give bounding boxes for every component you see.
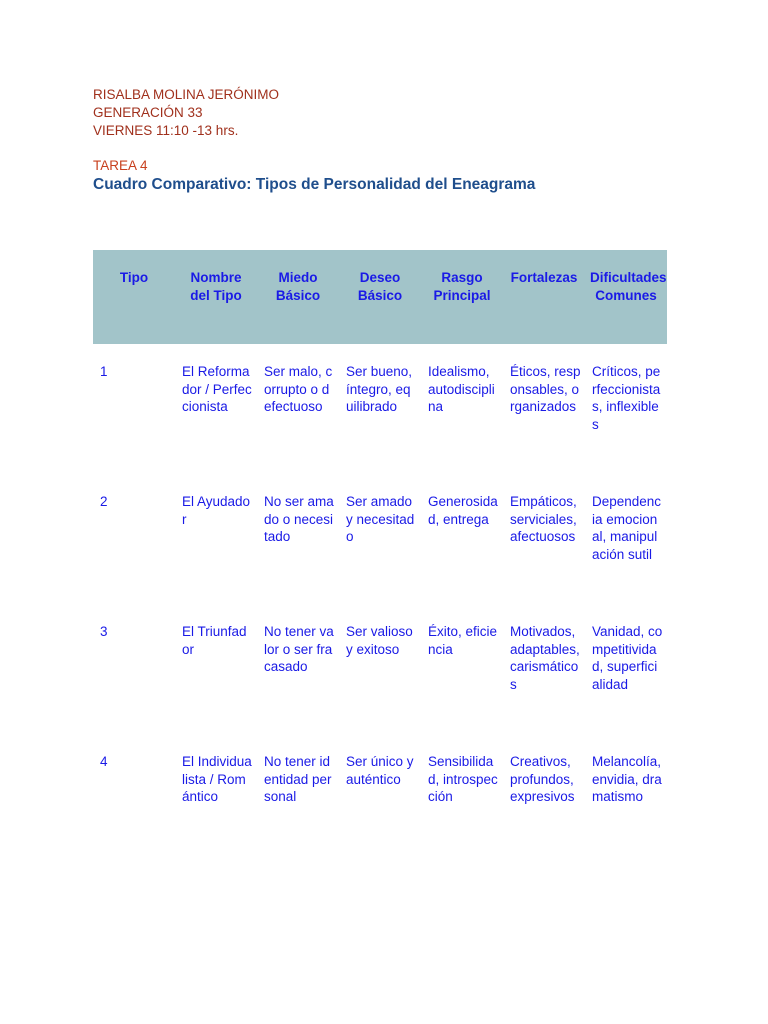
cell-dificultades: Melancolía, envidia, dramatismo bbox=[592, 754, 662, 805]
cell-nombre: El Ayudador bbox=[182, 494, 251, 527]
cell-tipo: 3 bbox=[100, 624, 108, 639]
table-row bbox=[93, 734, 667, 864]
cell-dificultades: Vanidad, competitividad, superficialidad bbox=[592, 624, 663, 693]
cell-dificultades: Críticos, perfeccionistas, inflexibles bbox=[592, 364, 661, 433]
cell-nombre: El Reformador / Perfeccionista bbox=[182, 364, 252, 415]
table-row bbox=[93, 474, 667, 604]
cell-tipo: 2 bbox=[100, 494, 108, 509]
cell-miedo: No tener valor o ser fracasado bbox=[264, 624, 334, 675]
document-header bbox=[93, 86, 279, 140]
cell-deseo: Ser valioso y exitoso bbox=[346, 624, 413, 657]
table-header-row bbox=[93, 250, 667, 344]
cell-nombre: El Triunfador bbox=[182, 624, 247, 657]
header-rasgo: Rasgo Principal bbox=[421, 250, 503, 344]
table-row bbox=[93, 604, 667, 734]
cell-rasgo: Sensibilidad, introspección bbox=[428, 754, 498, 805]
cell-deseo: Ser bueno, íntegro, equilibrado bbox=[346, 364, 413, 415]
cell-rasgo: Idealismo, autodisciplina bbox=[428, 364, 495, 415]
generation-label: GENERACIÓN 33 bbox=[93, 105, 203, 120]
document-title: Cuadro Comparativo: Tipos de Personalidad del Eneagrama bbox=[93, 176, 536, 193]
header-miedo: Miedo Básico bbox=[257, 250, 339, 344]
header-fortalezas: Fortalezas bbox=[503, 250, 585, 344]
cell-tipo: 1 bbox=[100, 364, 108, 379]
header-nombre: Nombre del Tipo bbox=[175, 250, 257, 344]
comparison-table bbox=[93, 250, 667, 864]
cell-deseo: Ser único y auténtico bbox=[346, 754, 414, 787]
cell-fortalezas: Motivados, adaptables, carismáticos bbox=[510, 624, 580, 693]
cell-miedo: No tener identidad personal bbox=[264, 754, 332, 805]
cell-miedo: No ser amado o necesitado bbox=[264, 494, 334, 545]
cell-fortalezas: Empáticos, serviciales, afectuosos bbox=[510, 494, 577, 545]
schedule-label: VIERNES 11:10 -13 hrs. bbox=[93, 123, 239, 138]
cell-tipo: 4 bbox=[100, 754, 108, 769]
cell-rasgo: Generosidad, entrega bbox=[428, 494, 498, 527]
cell-nombre: El Individualista / Romántico bbox=[182, 754, 252, 805]
header-deseo: Deseo Básico bbox=[339, 250, 421, 344]
cell-dificultades: Dependencia emocional, manipulación sutil bbox=[592, 494, 662, 563]
header-dificultades: Dificultades Comunes bbox=[585, 250, 667, 344]
cell-deseo: Ser amado y necesitado bbox=[346, 494, 415, 545]
author-name: RISALBA MOLINA JERÓNIMO bbox=[93, 87, 280, 102]
assignment-label: TAREA 4 bbox=[93, 158, 148, 173]
cell-miedo: Ser malo, corrupto o defectuoso bbox=[264, 364, 333, 415]
header-tipo: Tipo bbox=[93, 250, 175, 344]
cell-rasgo: Éxito, eficiencia bbox=[428, 624, 498, 657]
cell-fortalezas: Éticos, responsables, organizados bbox=[510, 364, 581, 415]
table-row bbox=[93, 344, 667, 474]
cell-fortalezas: Creativos, profundos, expresivos bbox=[510, 754, 575, 805]
